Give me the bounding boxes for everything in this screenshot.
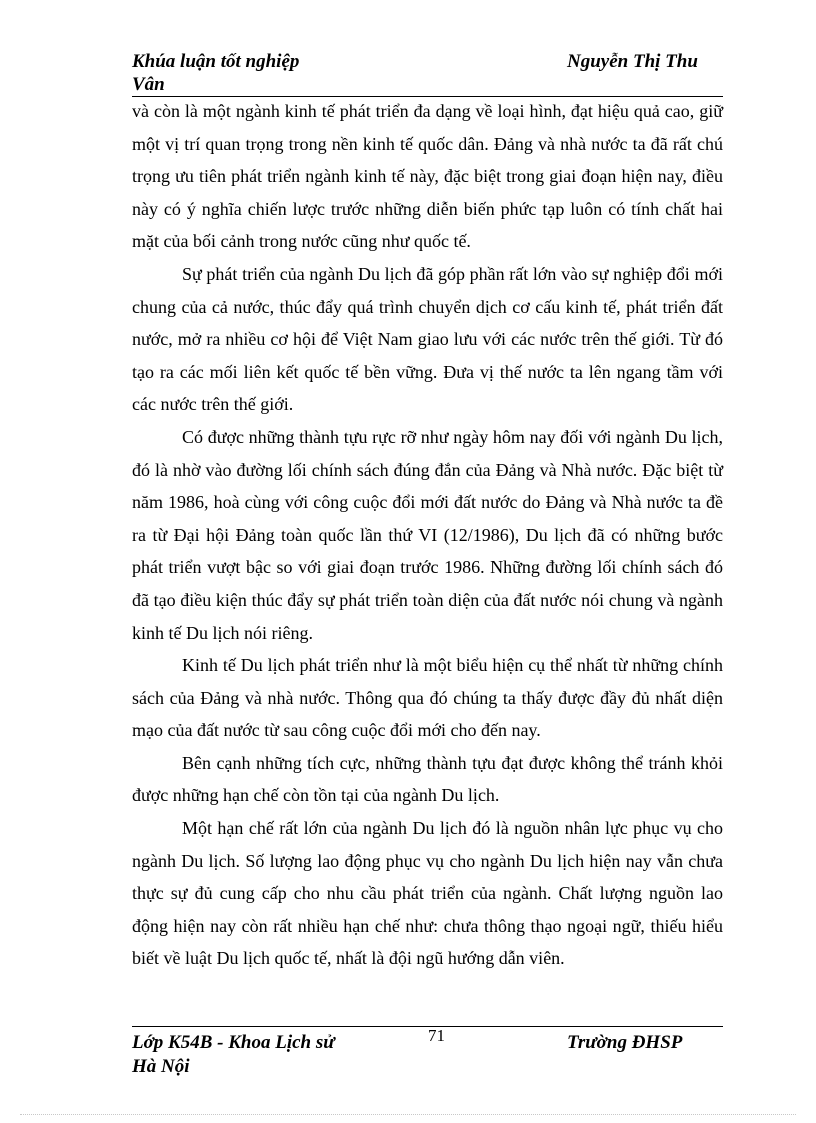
header-left-line2: Vân — [132, 74, 165, 95]
paragraph-6: Một hạn chế rất lớn của ngành Du lịch đó là nguồn nhân lực phục vụ cho ngành Du lịch. Số lượng lao động phục vụ cho ngành Du lịch hiện nay vẫn chưa thực sự đủ cung cấp cho nhu cầu phát triển của ngành. Chất lượng nguồn lao động hiện nay còn rất nhiều hạn chế như: chưa thông thạo ngoại ngữ, thiếu hiểu biết về luật Du lịch quốc tế, nhất là đội ngũ hướng dẫn viên. — [132, 818, 723, 969]
paragraph-1: và còn là một ngành kinh tế phát triển đa dạng về loại hình, đạt hiệu quả cao, giữ một vị trí quan trọng trong nền kinh tế quốc dân. Đảng và nhà nước ta đã rất chú trọng ưu tiên phát triển ngành kinh tế này, đặc biệt trong giai đoạn hiện nay, điều này có ý nghĩa chiến lược trước những diễn biến phức tạp luôn có tính chất hai mặt của bối cảnh trong nước cũng như quốc tế. — [132, 101, 723, 252]
footer-university: Trường ĐHSP — [567, 1032, 683, 1053]
header-left-line1: Khúa luận tốt nghiệp — [132, 51, 300, 72]
paragraph-3: Có được những thành tựu rực rỡ như ngày hôm nay đối với ngành Du lịch, đó là nhờ vào đường lối chính sách đúng đắn của Đảng và Nhà nước. Đặc biệt từ năm 1986, hoà cùng với công cuộc đổi mới đất nước do Đảng và Nhà nước ta đề ra từ Đại hội Đảng toàn quốc lần thứ VI (12/1986), Du lịch đã có những bước phát triển vượt bậc so với giai đoạn trước 1986. Những đường lối chính sách đó đã tạo điều kiện thúc đẩy sự phát triển toàn diện của đất nước nói chung và ngành kinh tế Du lịch nói riêng. — [132, 426, 723, 643]
paragraph-2: Sự phát triển của ngành Du lịch đã góp phần rất lớn vào sự nghiệp đổi mới chung của cả nước, thúc đẩy quá trình chuyển dịch cơ cấu kinh tế, phát triển đất nước, mở ra nhiều cơ hội để Việt Nam giao lưu với các nước trên thế giới. Từ đó tạo ra các mối liên kết quốc tế bền vững. Đưa vị thế nước ta lên ngang tầm với các nước trên thế giới. — [132, 263, 723, 415]
footer-left-line1: Lớp K54B - Khoa Lịch sử — [132, 1032, 335, 1053]
paragraph-4: Kinh tế Du lịch phát triển như là một biểu hiện cụ thể nhất từ những chính sách của Đảng và nhà nước. Thông qua đó chúng ta thấy được đầy đủ nhất diện mạo của đất nước từ sau công cuộc đổi mới cho đến nay. — [132, 655, 723, 741]
paragraph-5: Bên cạnh những tích cực, những thành tựu đạt được không thể tránh khỏi được những hạn chế còn tồn tại của ngành Du lịch. — [132, 752, 723, 806]
page-bottom-dotted-edge — [20, 1114, 796, 1115]
footer-class-info — [132, 1031, 432, 1079]
footer-left-line2: Hà Nội — [132, 1056, 190, 1077]
document-body — [132, 95, 723, 975]
header-author-name: Nguyễn Thị Thu — [567, 51, 698, 72]
header-thesis-title — [132, 50, 432, 96]
page-number: 71 — [428, 1026, 445, 1045]
